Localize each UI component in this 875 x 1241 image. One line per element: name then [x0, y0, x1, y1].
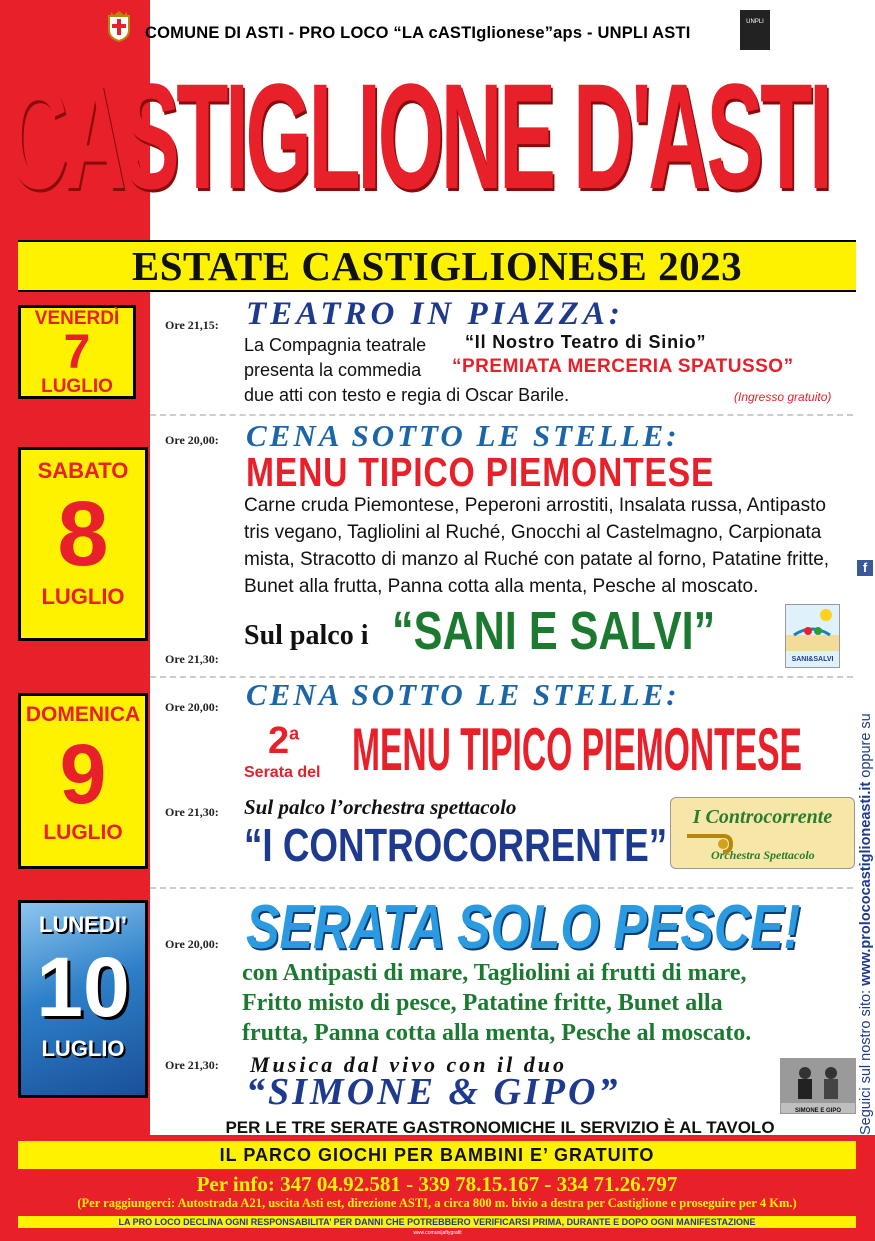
- event-heading: SERATA SOLO PESCE!: [246, 893, 801, 962]
- disclaimer: LA PRO LOCO DECLINA OGNI RESPONSABILITA’ PER DANNI CHE POTREBBERO VERIFICARSI PRIMA, DURANTE E DOPO OGNI MANIFESTAZIONE: [18, 1216, 856, 1228]
- free-entry-note: (Ingresso gratuito): [734, 390, 832, 404]
- duo-photo: [780, 1058, 856, 1114]
- menu-line: Carne cruda Piemontese, Peperoni arrostiti, Insalata russa, Antipasto: [244, 495, 826, 516]
- date-number: 8: [57, 483, 109, 585]
- stage-text: Sul palco l’orchestra spettacolo: [244, 795, 517, 819]
- website-prefix: Seguici sul nostro sito:: [858, 989, 874, 1135]
- beach-icon: [786, 605, 839, 651]
- company-name: “Il Nostro Teatro di Sinio”: [465, 332, 707, 352]
- menu-line: frutta, Panna cotta alla menta, Pesche al moscato.: [242, 1020, 752, 1046]
- duo-name: “SIMONE & GIPO”: [246, 1071, 621, 1113]
- event-text: due atti con testo e regia di Oscar Barile.: [244, 385, 570, 405]
- page-title: CASTIGLIONE D'ASTI: [6, 52, 830, 220]
- directions: (Per raggiungerci: Autostrada A21, uscita Asti est, direzione ASTI, a circa 800 m. bivio a destra per Castiglione e proseguire per 4 Km.): [77, 1196, 797, 1210]
- subtitle-bar: [18, 240, 856, 292]
- event-heading: TEATRO IN PIAZZA:: [246, 296, 624, 332]
- date-box-lunedi: [18, 900, 148, 1098]
- date-box-domenica: [18, 693, 148, 869]
- date-month: LUGLIO: [41, 584, 125, 609]
- date-box-sabato: [18, 447, 148, 641]
- separator: [150, 414, 853, 416]
- band-logo: [670, 797, 855, 869]
- date-number: 9: [59, 727, 107, 821]
- event-text: La Compagnia teatrale: [244, 335, 427, 355]
- date-month: LUGLIO: [41, 1036, 125, 1061]
- duo-photo-image: [781, 1059, 855, 1103]
- second-suffix: a: [289, 723, 300, 744]
- website-suffix: oppure su: [858, 713, 874, 778]
- menu-line: Bunet alla frutta, Panna cotta alla menta, Pesche al moscato.: [244, 576, 759, 597]
- website-strip: [854, 560, 874, 1135]
- separator: [150, 887, 853, 889]
- second-evening-label: Serata del: [244, 764, 321, 781]
- event-heading: CENA SOTTO LE STELLE:: [246, 677, 680, 712]
- date-day: SABATO: [37, 458, 129, 483]
- event-text: presenta la commedia: [244, 360, 422, 380]
- band-name: “I CONTROCORRENTE”: [244, 819, 668, 871]
- band-name: “SANI E SALVI”: [392, 601, 716, 661]
- second-number: 2: [268, 720, 290, 762]
- contact-phones: Per info: 347 04.92.581 - 339 78.15.167 - 334 71.26.797: [196, 1172, 678, 1196]
- event-time: Ore 21,15:: [165, 318, 219, 332]
- date-box-venerdi: [18, 305, 136, 399]
- playground-note: IL PARCO GIOCHI PER BAMBINI E’ GRATUITO: [18, 1141, 856, 1169]
- event-time: Ore 21,30:: [165, 1058, 219, 1072]
- unpli-logo: UNPLI: [740, 10, 770, 50]
- event-time: Ore 20,00:: [165, 433, 219, 447]
- band-logo-title: I Controcorrente: [692, 806, 833, 828]
- menu-line: tris vegano, Tagliolini al Ruché, Gnocchi al Castelmagno, Carpionata: [244, 522, 822, 543]
- event-heading: CENA SOTTO LE STELLE:: [246, 418, 680, 453]
- date-month: LUGLIO: [43, 821, 123, 844]
- service-note: PER LE TRE SERATE GASTRONOMICHE IL SERVIZIO È AL TAVOLO: [225, 1118, 775, 1137]
- menu-line: con Antipasti di mare, Tagliolini ai frutti di mare,: [242, 960, 747, 986]
- date-month: LUGLIO: [41, 376, 113, 397]
- band-logo: [785, 604, 840, 668]
- subtitle: ESTATE CASTIGLIONESE 2023: [131, 243, 743, 289]
- date-number: 7: [63, 326, 91, 379]
- menu-title: MENU TIPICO PIEMONTESE: [352, 716, 802, 783]
- event-time: Ore 21,30:: [165, 805, 219, 819]
- play-title: “PREMIATA MERCERIA SPATUSSO”: [452, 356, 794, 377]
- facebook-icon[interactable]: f: [857, 560, 873, 576]
- date-number: 10: [36, 940, 130, 1034]
- website-url[interactable]: www.prolococastiglioneasti.it: [858, 781, 874, 986]
- date-day: LUNEDI’: [39, 912, 127, 937]
- event-time: Ore 20,00:: [165, 937, 219, 951]
- menu-title: MENU TIPICO PIEMONTESE: [246, 449, 715, 495]
- stage-prefix: Sul palco i: [244, 620, 369, 651]
- menu-line: Fritto misto di pesce, Patatine fritte, Bunet alla: [242, 990, 723, 1016]
- band-logo-subtitle: Orchestra Spettacolo: [711, 848, 815, 862]
- music-text: Musica dal vivo con il duo: [250, 1052, 567, 1077]
- event-time: Ore 21,30:: [165, 652, 219, 666]
- event-time: Ore 20,00:: [165, 700, 219, 714]
- website-text: [856, 560, 875, 1135]
- date-day: VENERDÌ: [34, 308, 120, 329]
- band-logo-text: SANI&SALVI: [791, 656, 834, 663]
- photo-caption: SIMONE E GIPO: [794, 1108, 841, 1114]
- menu-list: [244, 492, 856, 600]
- organizers-line: COMUNE DI ASTI - PRO LOCO “LA cASTIglionese”aps - UNPLI ASTI: [145, 24, 691, 42]
- menu-line: mista, Stracotto di manzo al Ruché con patate al forno, Patatine fritte,: [244, 549, 830, 570]
- second-evening-number: [268, 720, 299, 763]
- printer-credit: www.comunijaftygrafit: [413, 1230, 462, 1236]
- date-day: DOMENICA: [25, 703, 141, 726]
- menu-list: [242, 958, 751, 1048]
